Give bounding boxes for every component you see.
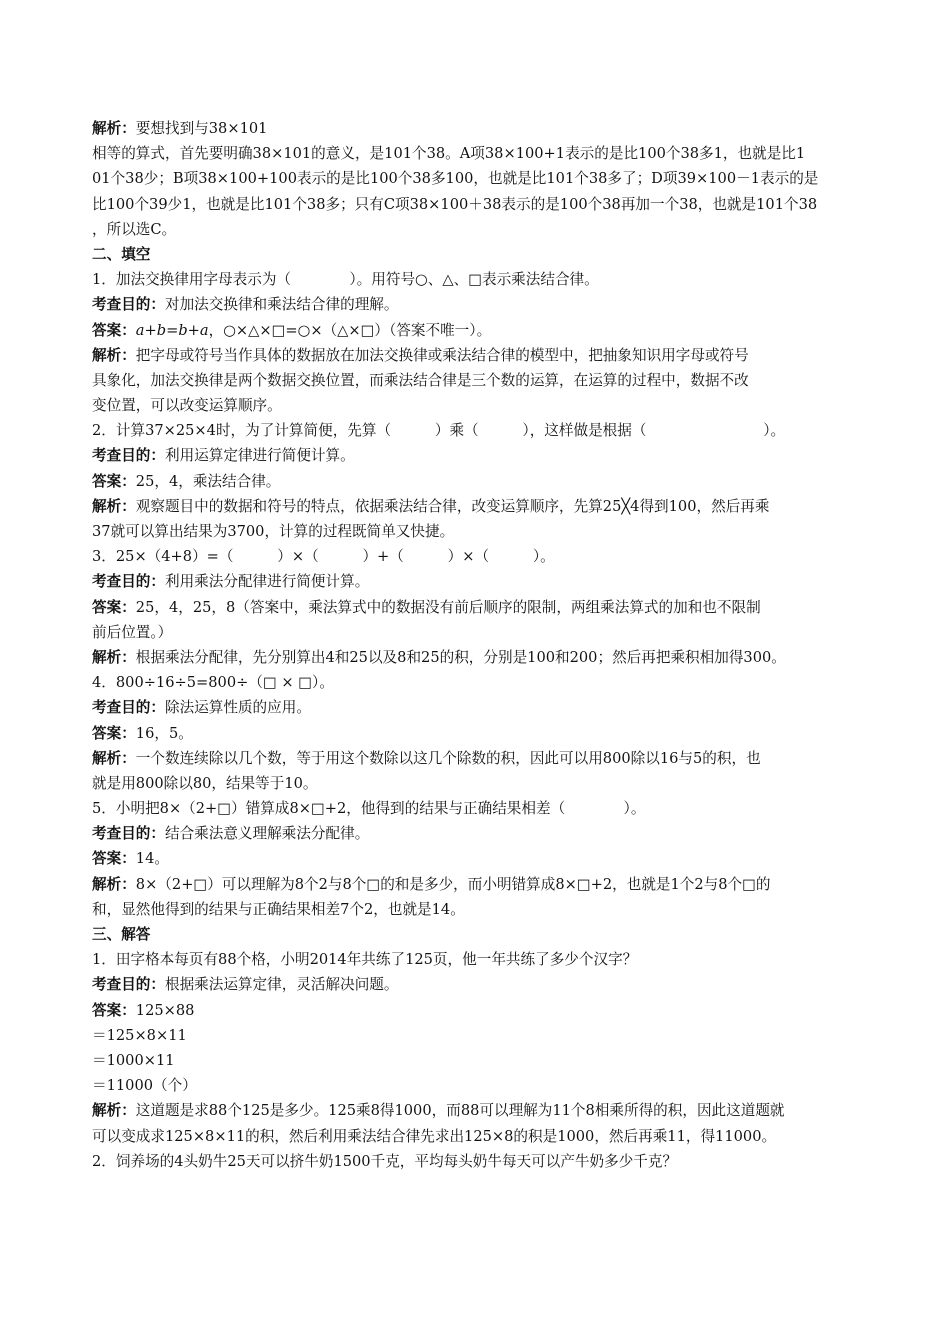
q5-question: 5．小明把8×（2+□）错算成8×□+2，他得到的结果与正确结果相差（ ）。 [92,800,646,818]
q3-answer-text-1: 25，4，25，8（答案中，乘法算式中的数据没有前后顺序的限制，两组乘法算式的加和也不限制 [135,598,761,616]
review-label: 考查目的： [92,825,165,843]
intro-line-5: ，所以选C。 [92,220,177,238]
s1-answer-4: ＝11000（个） [92,1077,197,1095]
s1-analysis-1 [92,1098,867,1123]
document-page [92,116,867,1174]
q1-ans-plus-1: + [144,321,157,339]
s1-review-text: 根据乘法运算定律，灵活解决问题。 [164,976,399,994]
q5-analysis-2: 和，显然他得到的结果与正确结果相差7个2，也就是14。 [92,900,465,918]
q1-ans-plus-2: + [187,321,200,339]
q1-question: 1．加法交换律用字母表示为（ ）。用符号○、△、□表示乘法结合律。 [92,271,599,289]
s1-question: 1．田字格本每页有88个格，小明2014年共练了125页，他一年共练了多少个汉字？ [92,951,638,969]
q2-analysis-1 [92,494,867,519]
q1-ans-eq: = [166,321,179,339]
answer-label: 答案： [92,724,136,742]
q4-question: 4．800÷16÷5=800÷（□ × □）。 [92,674,334,692]
q1-answer [92,318,867,343]
q5-answer-text: 14。 [135,850,169,868]
q2-analysis-2: 37就可以算出结果为3700，计算的过程既简单又快捷。 [92,523,455,540]
q2-review-text: 利用运算定律进行简便计算。 [164,447,355,465]
q1-review [92,292,867,317]
s1-review [92,972,867,997]
answer-label: 答案： [92,850,136,868]
review-label: 考查目的： [92,699,165,717]
intro-line-3: 01个38少；B项38×100+100表示的是比100个38多100，也就是比101个38多了；D项39×100－1表示的是 [92,170,819,188]
intro-line-1 [92,116,867,141]
q5-review [92,821,867,846]
intro-text-1: 要想找到与38×101 [135,120,268,137]
s1-answer-1 [92,998,867,1023]
q1-ans-a: a [135,321,145,339]
q4-review-text: 除法运算性质的应用。 [164,699,311,717]
analysis-label: 解析： [92,346,136,364]
q1-ans-a2: a [199,321,209,339]
analysis-label: 解析： [92,120,136,137]
q1-ans-b2: b [178,321,188,339]
q3-review-text: 利用乘法分配律进行简便计算。 [164,573,370,591]
q1-ans-b: b [156,321,167,339]
q4-analysis-1 [92,746,867,771]
answer-label: 答案： [92,598,136,616]
q4-analysis-text-1: 一个数连续除以几个数，等于用这个数除以这几个除数的积，因此可以用800除以16与5的积，也 [135,749,761,767]
q4-answer-text: 16，5。 [135,724,193,742]
s1-analysis-2: 可以变成求125×8×11的积，然后利用乘法结合律先求出125×8的积是1000，然后再乘11，得11000。 [92,1127,777,1145]
s1-analysis-text-1: 这道题是求88个125是多少。125乘8得1000，而88可以理解为11个8相乘所得的积，因此这道题就 [135,1102,785,1120]
s1-answer-2: ＝125×8×11 [92,1026,187,1044]
analysis-label: 解析： [92,497,136,515]
q5-answer [92,846,867,871]
analysis-label: 解析： [92,648,136,666]
q5-analysis-text-1: 8×（2+□）可以理解为8个2与8个□的和是多少，而小明错算成8×□+2，也就是1个2与8个□的 [135,875,771,893]
s1-answer-text-1: 125×88 [135,1001,195,1019]
analysis-label: 解析： [92,749,136,767]
intro-line-4: 比100个39少1，也就是比101个38多；只有C项38×100＋38表示的是100个38再加一个38，也就是101个38 [92,195,818,213]
q3-question: 3．25×（4+8）=（ ）×（ ）+（ ）×（ ）。 [92,548,555,566]
answer-label: 答案： [92,321,136,339]
q1-analysis-2: 具象化，加法交换律是两个数据交换位置，而乘法结合律是三个数的运算，在运算的过程中，数据不改 [92,371,749,389]
q5-review-text: 结合乘法意义理解乘法分配律。 [164,825,370,843]
q2-answer [92,469,867,494]
q1-analysis-3: 变位置，可以改变运算顺序。 [92,397,282,415]
q5-analysis-1 [92,872,867,897]
analysis-label: 解析： [92,875,136,893]
s1-answer-3: ＝1000×11 [92,1051,175,1069]
intro-line-2: 相等的算式，首先要明确38×101的意义，是101个38。A项38×100+1表示的是比100个38多1，也就是比1 [92,145,806,163]
q2-answer-text: 25，4，乘法结合律。 [135,472,281,490]
review-label: 考查目的： [92,447,165,465]
review-label: 考查目的： [92,296,165,314]
answer-label: 答案： [92,472,136,490]
q3-analysis [92,645,867,670]
s2-question: 2．饲养场的4头奶牛25天可以挤牛奶1500千克，平均每头奶牛每天可以产牛奶多少千克？ [92,1152,678,1170]
q4-answer [92,721,867,746]
q1-analysis-text-1: 把字母或符号当作具体的数据放在加法交换律或乘法结合律的模型中，把抽象知识用字母或符号 [135,346,749,364]
q2-question: 2．计算37×25×4时，为了计算简便，先算（ ）乘（ ），这样做是根据（ ）。 [92,422,786,440]
section-heading-fill-blank: 二、填空 [92,245,151,263]
q2-analysis-text-1: 观察题目中的数据和符号的特点，依据乘法结合律，改变运算顺序，先算25╳4得到100，然后再乘 [135,497,770,515]
q3-answer-1 [92,595,867,620]
q1-review-text: 对加法交换律和乘法结合律的理解。 [164,296,399,314]
q4-review [92,695,867,720]
q1-analysis-1 [92,343,867,368]
review-label: 考查目的： [92,573,165,591]
q3-answer-2: 前后位置。） [92,623,173,641]
q3-analysis-text: 根据乘法分配律，先分别算出4和25以及8和25的积，分别是100和200；然后再把乘积相加得300。 [135,648,786,666]
q4-analysis-2: 就是用800除以80，结果等于10。 [92,774,318,792]
review-label: 考查目的： [92,976,165,994]
analysis-label: 解析： [92,1102,136,1120]
q3-review [92,569,867,594]
answer-label: 答案： [92,1001,136,1019]
section-heading-solve: 三、解答 [92,926,151,943]
q2-review [92,443,867,468]
q1-ans-rest: ，○×△×□=○×（△×□）（答案不唯一）。 [208,321,492,339]
